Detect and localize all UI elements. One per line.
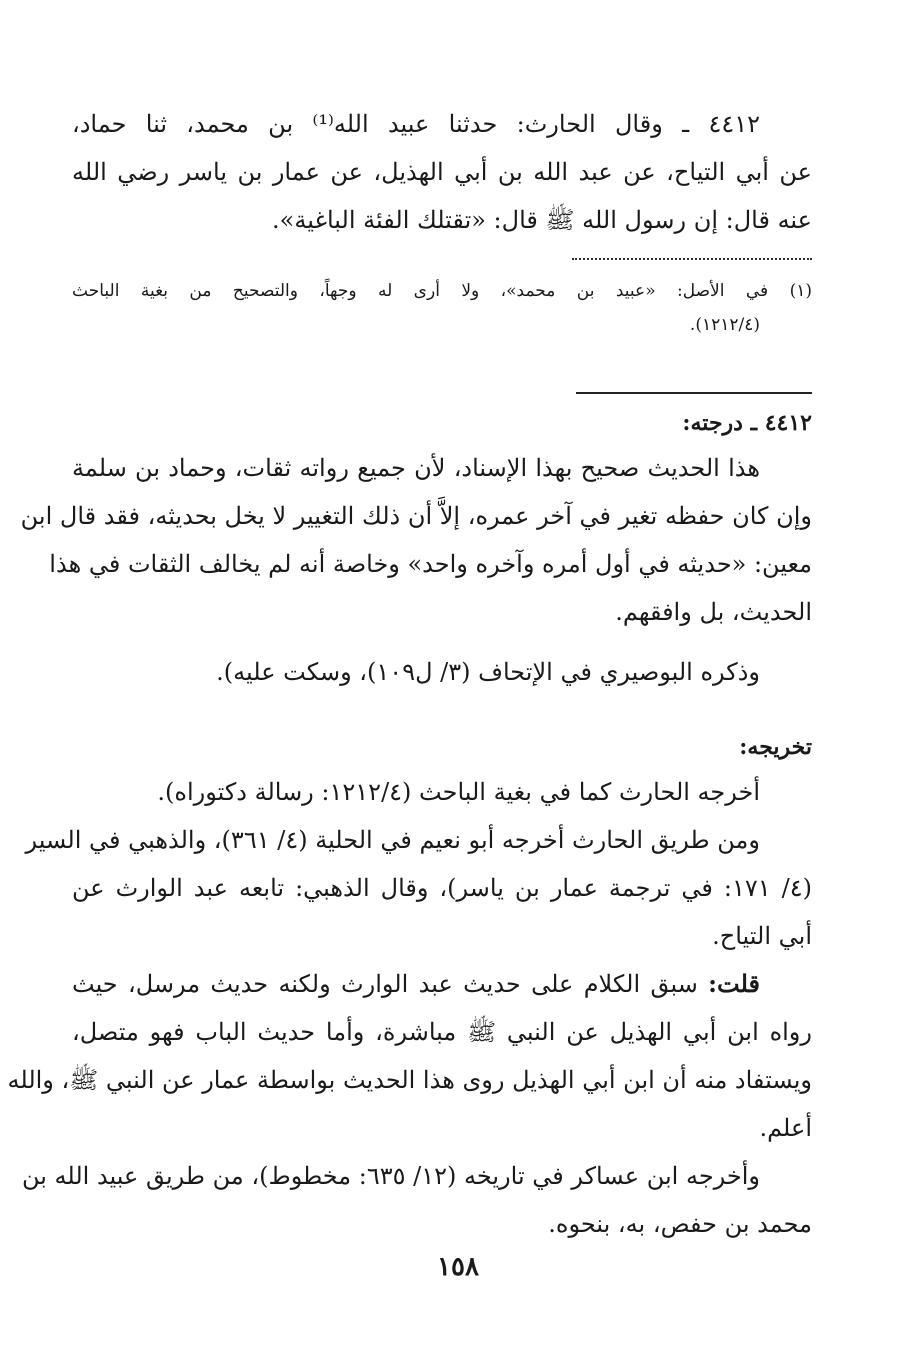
text-line: أعلم. xyxy=(759,1114,812,1142)
text-line: الحديث، بل وافقهم. xyxy=(615,598,812,626)
text-line: وإن كان حفظه تغير في آخر عمره، إلاَّ أن ذلك التغيير لا يخل بحديثه، فقد قال ابن xyxy=(20,502,812,530)
grade-paragraph xyxy=(72,648,812,696)
qultu-label: قلت: xyxy=(708,969,761,998)
hadith-line: ٤٤١٢ ـ وقال الحارث: حدثنا عبيد الله⁽¹⁾ بن محمد، ثنا حماد، xyxy=(72,110,760,138)
text-line: وأخرجه ابن عساكر في تاريخه (١٢/ ٦٣٥: مخطوط)، من طريق عبيد الله بن xyxy=(21,1162,760,1190)
takhrij-paragraph xyxy=(72,768,812,816)
text-line: أخرجه الحارث كما في بغية الباحث (١٢١٢/٤: رسالة دكتوراه). xyxy=(157,778,760,806)
hadith-line: عنه قال: إن رسول الله ﷺ قال: «تقتلك الفئة الباغية». xyxy=(272,206,812,234)
text-line xyxy=(72,960,812,1008)
hadith-text xyxy=(72,100,812,244)
text-line: هذا الحديث صحيح بهذا الإسناد، لأن جميع رواته ثقات، وحماد بن سلمة xyxy=(72,454,760,482)
text-line: محمد بن حفص، به، بنحوه. xyxy=(548,1210,812,1238)
text-line: ومن طريق الحارث أخرجه أبو نعيم في الحلية (٤/ ٣٦١)، والذهبي في السير xyxy=(25,826,760,854)
grade-heading: ٤٤١٢ ـ درجته: xyxy=(682,410,812,436)
text-line: وذكره البوصيري في الإتحاف (٣/ ل١٠٩)، وسكت عليه). xyxy=(216,658,760,686)
footnote-line: (١٢١٢/٤). xyxy=(689,315,760,335)
section-divider xyxy=(576,392,812,394)
text-fragment: سبق الكلام على حديث عبد الوارث ولكنه حديث مرسل، حيث xyxy=(72,970,698,998)
footnote-line: (١) في الأصل: «عبيد بن محمد»، ولا أرى له وجهاً، والتصحيح من بغية الباحث xyxy=(72,281,813,301)
takhrij-paragraph xyxy=(7,960,812,1152)
footnote-separator xyxy=(572,258,812,260)
grade-paragraph xyxy=(20,444,812,636)
text-line: معين: «حديثه في أول أمره وآخره واحد» وخاصة أنه لم يخالف الثقات في هذا xyxy=(49,550,812,578)
takhrij-paragraph xyxy=(21,1152,812,1248)
text-line: أبي التياح. xyxy=(712,922,812,950)
page-body xyxy=(7,100,813,1248)
hadith-line: عن أبي التياح، عن عبد الله بن أبي الهذيل، عن عمار بن ياسر رضي الله xyxy=(72,158,812,186)
text-line: (٤/ ١٧١: في ترجمة عمار بن ياسر)، وقال الذهبي: تابعه عبد الوارث عن xyxy=(72,874,812,902)
text-line: ويستفاد منه أن ابن أبي الهذيل روى هذا الحديث بواسطة عمار عن النبي ﷺ، والله xyxy=(7,1066,812,1094)
text-line: رواه ابن أبي الهذيل عن النبي ﷺ مباشرة، وأما حديث الباب فهو متصل، xyxy=(72,1018,812,1046)
footnote xyxy=(72,274,812,342)
page-number: ١٥٨ xyxy=(437,1252,479,1282)
takhrij-paragraph xyxy=(25,816,812,960)
takhrij-heading: تخريجه: xyxy=(739,734,812,760)
